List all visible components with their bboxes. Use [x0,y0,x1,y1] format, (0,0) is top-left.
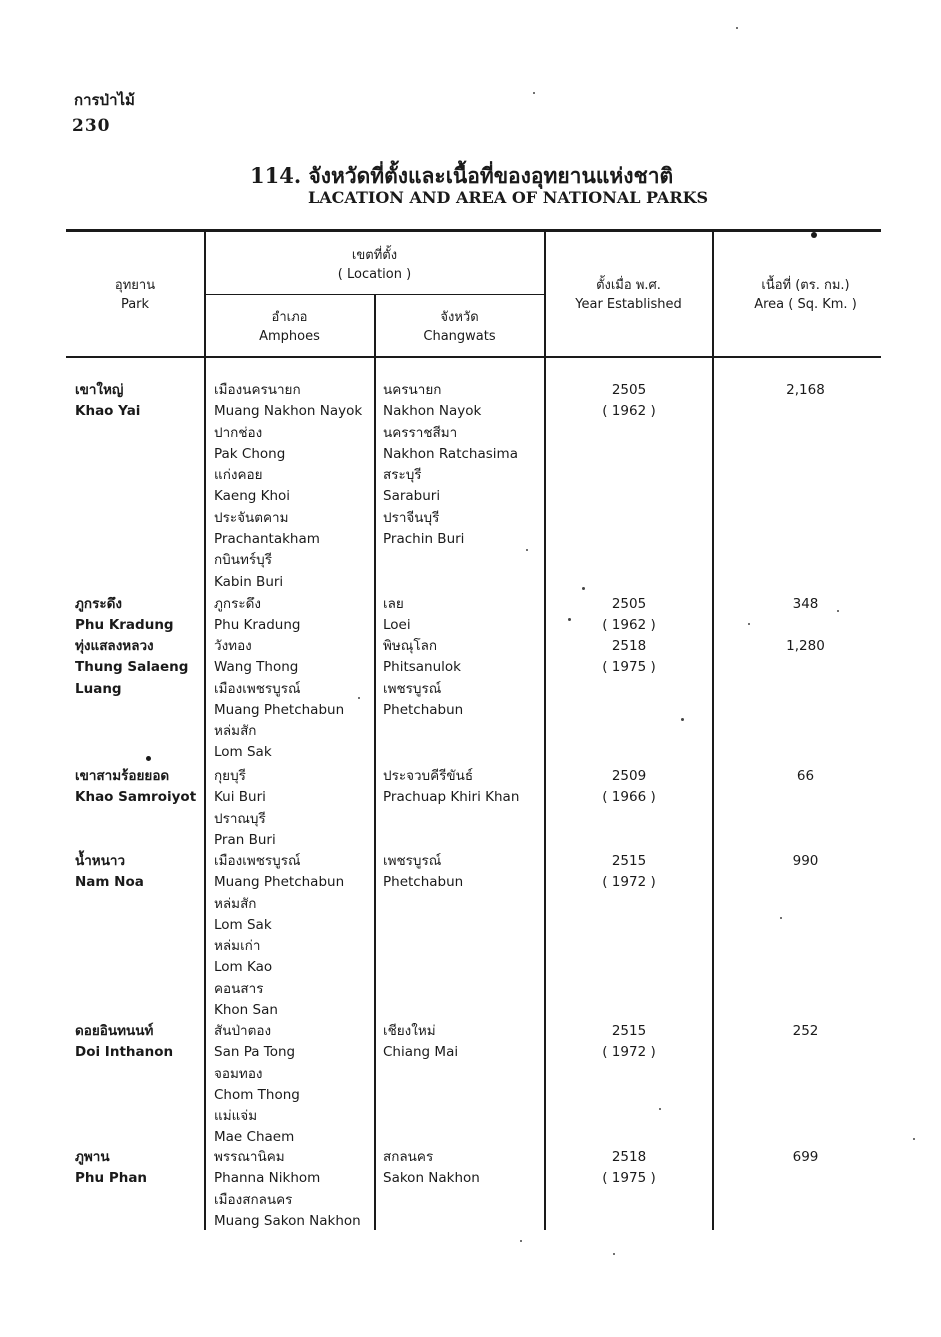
amphoe-list-line: Lom Sak [214,744,272,761]
park-name [75,1021,205,1064]
speck [837,610,839,612]
amphoe-list [214,636,374,764]
amphoe-list-line: แม่แจ่ม [214,1108,258,1125]
amphoe-list-line: สันป่าตอง [214,1023,272,1039]
header-changwats-th: จังหวัด [440,310,479,325]
header-year-th: ตั้งเมื่อ พ.ศ. [596,278,661,293]
header-location-th: เขตที่ตั้ง [351,248,398,263]
park-name-line: Doi Inthanon [75,1044,174,1061]
park-name-line: Luang [75,680,122,697]
park-name-line: เขาใหญ่ [75,382,124,398]
park-name-line: Thung Salaeng [75,659,189,676]
park-name-line: Khao Yai [75,403,141,420]
header-location-en: ( Location ) [337,267,412,282]
amphoe-list-line: Muang Sakon Nakhon [214,1212,361,1229]
park-name-line: Phu Phan [75,1170,148,1187]
area-value: 348 [792,596,819,612]
park-name-line: ภูกระดึง [75,596,122,612]
area-value: 2,168 [786,382,825,398]
changwat-list-line: เพชรบูรณ์ [383,853,442,869]
amphoe-list-line: วังทอง [214,638,252,654]
amphoe-list-line: Wang Thong [214,659,299,676]
amphoe-list-line: Muang Nakhon Nayok [214,403,363,420]
year-established [545,766,713,809]
amphoe-list-line: Prachantakham [214,531,320,548]
changwat-list [383,1021,543,1064]
year-established [545,1021,713,1064]
year-established-line: 2509 [611,768,647,784]
park-name [75,851,205,894]
changwat-list-line: นครราชสีมา [383,424,458,441]
year-established [545,594,713,637]
speck [748,623,750,625]
park-name [75,636,205,700]
amphoe-list-line: หล่มสัก [214,723,257,740]
year-established-line: ( 1966 ) [602,789,656,806]
year-established-line: 2505 [611,382,647,398]
area-value: 699 [792,1149,819,1165]
speck [526,549,528,551]
park-name-line: น้ำหนาว [75,853,126,869]
amphoe-list-line: Pak Chong [214,445,286,462]
amphoe-list-line: เมืองเพชรบูรณ์ [214,680,301,697]
park-name [75,766,205,809]
park-name-line: เขาสามร้อยยอด [75,768,170,784]
speck [533,92,535,94]
changwat-list-line: Nakhon Nayok [383,403,482,420]
amphoe-list-line: เมืองเพชรบูรณ์ [214,853,301,869]
amphoe-list [214,594,374,637]
year-established-line: 2518 [611,1149,647,1165]
year-established-line: 2515 [611,1023,647,1039]
changwat-list [383,851,543,894]
table-title-thai: 114. จังหวัดที่ตั้งและเนื้อที่ของอุทยานแห่งชาติ [250,163,674,188]
amphoe-list-line: Muang Phetchabun [214,701,345,718]
speck [780,917,782,919]
year-established-line: 2515 [611,853,647,869]
year-established [545,380,713,423]
amphoe-list-line: Lom Kao [214,959,273,976]
amphoe-list-line: Phanna Nikhom [214,1170,321,1187]
park-name [75,1147,205,1190]
amphoe-list-line: คอนสาร [214,980,264,997]
year-established-line: ( 1972 ) [602,874,656,891]
amphoe-list-line: ประจันตคาม [214,509,289,526]
speck [681,718,684,721]
changwat-list-line: Chiang Mai [383,1044,459,1061]
changwat-list-line: Phetchabun [383,874,464,891]
amphoe-list [214,851,374,1021]
area-value: 66 [796,768,815,784]
changwat-list [383,380,543,550]
page-number: 230 [72,116,111,136]
speck [913,1138,915,1140]
year-established-line: ( 1972 ) [602,1044,656,1061]
header-park-en: Park [120,297,150,312]
changwat-list-line: Phitsanulok [383,659,461,676]
amphoe-list-line: เมืองสกลนคร [214,1191,293,1208]
amphoe-list-line: ปากช่อง [214,424,263,441]
amphoe-list [214,1147,374,1232]
changwat-list-line: สกลนคร [383,1149,434,1165]
year-established-line: ( 1975 ) [602,1170,656,1187]
amphoe-list [214,380,374,593]
amphoe-list-line: San Pa Tong [214,1044,296,1061]
speck [358,697,360,699]
changwat-list-line: Saraburi [383,488,441,505]
changwat-list-line: เพชรบูรณ์ [383,680,442,697]
year-established-line: 2505 [611,596,647,612]
header-park-th: อุทยาน [114,278,156,293]
amphoe-list [214,766,374,851]
year-established-line: 2518 [611,638,647,654]
park-name-line: ทุ่งแสลงหลวง [75,638,154,654]
speck [613,1253,615,1255]
changwat-list-line: Sakon Nakhon [383,1170,480,1187]
amphoe-list-line: Lom Sak [214,916,272,933]
amphoe-list-line: Khon San [214,1002,278,1019]
year-established [545,636,713,679]
amphoe-list-line: หล่มสัก [214,895,257,912]
header-park [66,276,204,314]
amphoe-list-line: กบินทร์บุรี [214,552,272,569]
header-area-en: Area ( Sq. Km. ) [754,297,857,312]
changwat-list-line: สระบุรี [383,467,422,484]
running-header: การป่าไม้ [74,91,135,109]
amphoe-list [214,1021,374,1149]
header-amphoes [205,308,374,346]
changwat-list-line: ประจวบคีรีขันธ์ [383,768,474,784]
park-name-line: Nam Noa [75,874,144,891]
year-established [545,851,713,894]
park-name-line: Khao Samroiyot [75,789,197,806]
area-value: 252 [792,1023,819,1039]
amphoe-list-line: ภูกระดึง [214,596,261,612]
header-area-th: เนื้อที่ (ตร. กม.) [761,278,850,293]
header-bottom-rule [66,356,881,358]
amphoe-list-line: จอมทอง [214,1065,263,1082]
speck [736,27,738,29]
changwat-list-line: Prachin Buri [383,531,465,548]
amphoe-list-line: เมืองนครนายก [214,382,301,398]
header-amphoes-en: Amphoes [259,329,320,344]
park-name-line: ดอยอินทนนท์ [75,1023,154,1039]
amphoe-list-line: หล่มเก่า [214,938,261,955]
changwat-list-line: Nakhon Ratchasima [383,445,518,462]
park-name [75,594,205,637]
table-title-english: LACATION AND AREA OF NATIONAL PARKS [308,188,709,207]
header-amphoes-th: อำเภอ [271,310,308,325]
header-year-en: Year Established [575,297,682,312]
speck [568,618,571,621]
amphoe-list-line: Muang Phetchabun [214,874,345,891]
amphoe-list-line: แก่งคอย [214,467,263,484]
area-value: 1,280 [786,638,825,654]
changwat-list [383,636,543,721]
changwat-list-line: พิษณุโลก [383,638,438,654]
changwat-list-line: เชียงใหม่ [383,1023,436,1039]
changwat-list [383,594,543,637]
header-changwats [375,308,544,346]
amphoe-list-line: พรรณานิคม [214,1149,285,1165]
speck [582,587,585,590]
ink-dot [146,756,151,761]
year-established [545,1147,713,1190]
column-divider [374,358,376,1230]
amphoe-list-line: Mae Chaem [214,1129,295,1146]
year-established-line: ( 1975 ) [602,659,656,676]
amphoe-list-line: Kaeng Khoi [214,488,291,505]
changwat-list-line: ปราจีนบุรี [383,509,440,526]
park-name-line: Phu Kradung [75,617,174,634]
year-established-line: ( 1962 ) [602,617,656,634]
changwat-list-line: Phetchabun [383,701,464,718]
amphoe-list-line: Pran Buri [214,831,276,848]
amphoe-list-line: Kui Buri [214,789,266,806]
changwat-list-line: Prachuap Khiri Khan [383,789,520,806]
changwat-list [383,766,543,809]
changwat-list-line: เลย [383,596,404,612]
changwat-list-line: นครนายก [383,382,442,398]
header-changwats-en: Changwats [423,329,496,344]
park-name [75,380,205,423]
ink-dot [811,232,817,238]
header-year [545,276,712,314]
area-value: 990 [792,853,819,869]
amphoe-list-line: Chom Thong [214,1086,300,1103]
amphoe-list-line: ปราณบุรี [214,810,266,827]
changwat-list [383,1147,543,1190]
header-location [205,246,544,284]
park-name-line: ภูพาน [75,1149,110,1165]
table-top-rule [66,229,881,232]
amphoe-list-line: Phu Kradung [214,617,301,634]
speck [520,1240,522,1242]
amphoe-list-line: กุยบุรี [214,768,246,784]
amphoe-list-line: Kabin Buri [214,573,284,590]
header-area [713,276,898,314]
changwat-list-line: Loei [383,617,411,634]
year-established-line: ( 1962 ) [602,403,656,420]
speck [659,1108,661,1110]
